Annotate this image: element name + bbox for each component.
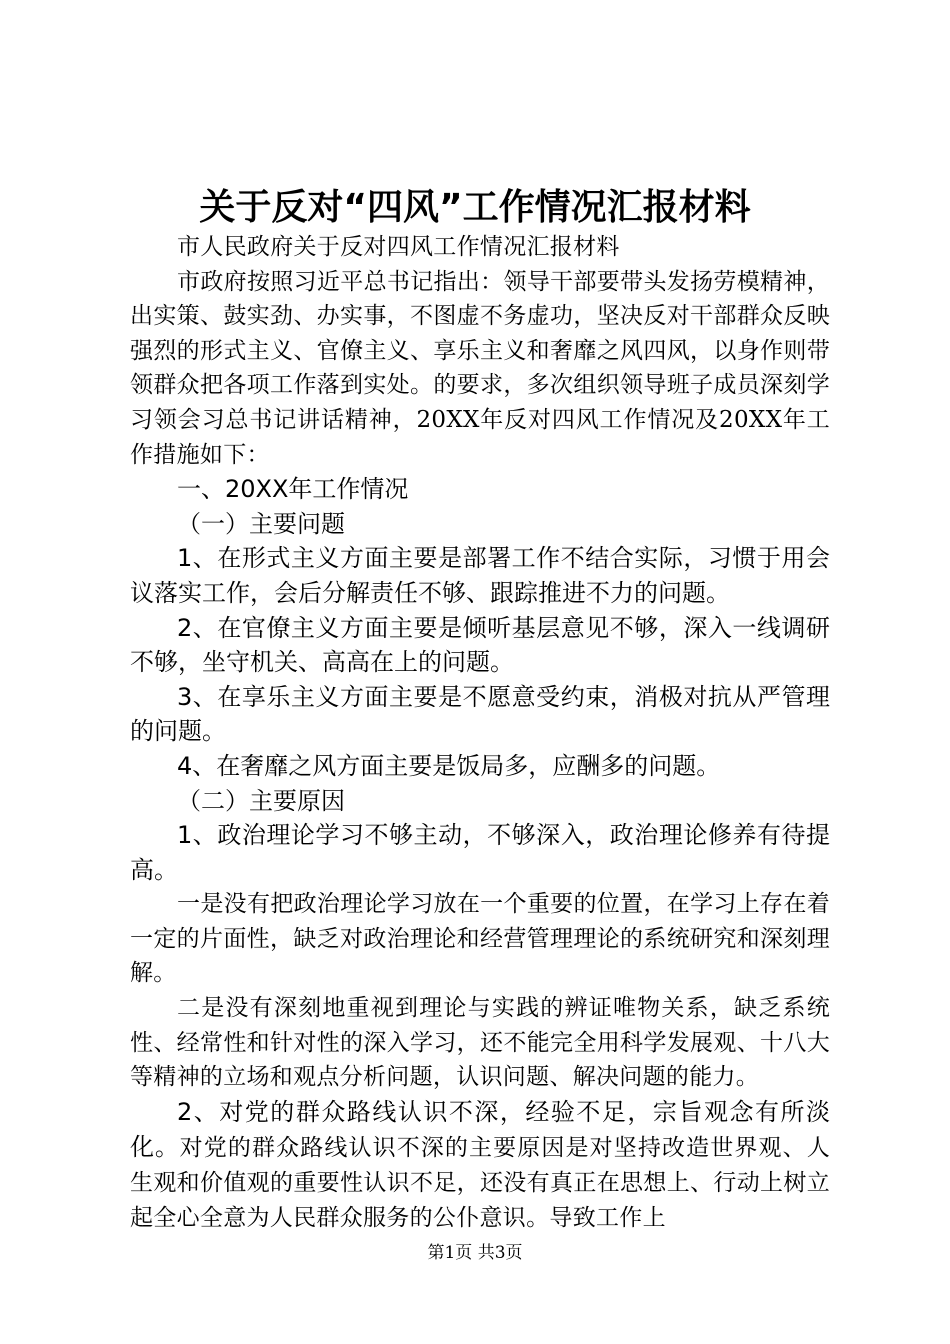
reason-item-lead: 2、对党的群众路线认识不深，经验不足，宗旨观念有所淡化。 bbox=[130, 1097, 830, 1162]
problem-item: 1、在形式主义方面主要是部署工作不结合实际，习惯于用会议落实工作，会后分解责任不够、跟踪推进不力的问题。 bbox=[130, 544, 830, 607]
subtitle: 市人民政府关于反对四风工作情况汇报材料 bbox=[177, 234, 620, 260]
intro-paragraph: 市政府按照习近平总书记指出：领导干部要带头发扬劳模精神，出实策、鼓实劲、办实事，不图虚不务虚功，坚决反对干部群众反映强烈的形式主义、官僚主义、享乐主义和奢靡之风四风，以身作则带领群众把各项工作落到实处。的要求，多次组织领导班子成员深刻学习领会习总书记讲话精神，20XX年反对四风工作情况及20XX年工作措施如下： bbox=[130, 268, 830, 468]
problem-item: 3、在享乐主义方面主要是不愿意受约束，消极对抗从严管理的问题。 bbox=[130, 682, 830, 746]
subsection-heading: （一）主要问题 bbox=[177, 509, 345, 538]
reason-paragraph bbox=[130, 1095, 830, 1235]
problem-item: 4、在奢靡之风方面主要是饭局多，应酬多的问题。 bbox=[177, 751, 721, 780]
subsection-heading: （二）主要原因 bbox=[177, 786, 345, 815]
document-body bbox=[130, 230, 830, 1235]
reason-item: 1、政治理论学习不够主动，不够深入，政治理论修养有待提高。 bbox=[130, 821, 830, 884]
problem-item: 2、在官僚主义方面主要是倾听基层意见不够，深入一线调研不够，坐守机关、高高在上的问题。 bbox=[130, 613, 830, 677]
reason-detail: 一是没有把政治理论学习放在一个重要的位置，在学习上存在着一定的片面性，缺乏对政治理论和经营管理理论的系统研究和深刻理解。 bbox=[130, 891, 830, 987]
reason-item-detail: 对党的群众路线认识不深的主要原因是对坚持改造世界观、人生观和价值观的重要性认识不足，还没有真正在思想上、行动上树立起全心全意为人民群众服务的公仆意识。导致工作上 bbox=[130, 1135, 830, 1231]
document-title: 关于反对“四风”工作情况汇报材料 bbox=[199, 187, 751, 228]
section-heading: 一、20XX年工作情况 bbox=[177, 475, 409, 504]
page-number: 第1页 共3页 bbox=[427, 1243, 523, 1263]
reason-detail: 二是没有深刻地重视到理论与实践的辨证唯物关系，缺乏系统性、经常性和针对性的深入学习，还不能完全用科学发展观、十八大等精神的立场和观点分析问题，认识问题、解决问题的能力。 bbox=[130, 995, 830, 1091]
